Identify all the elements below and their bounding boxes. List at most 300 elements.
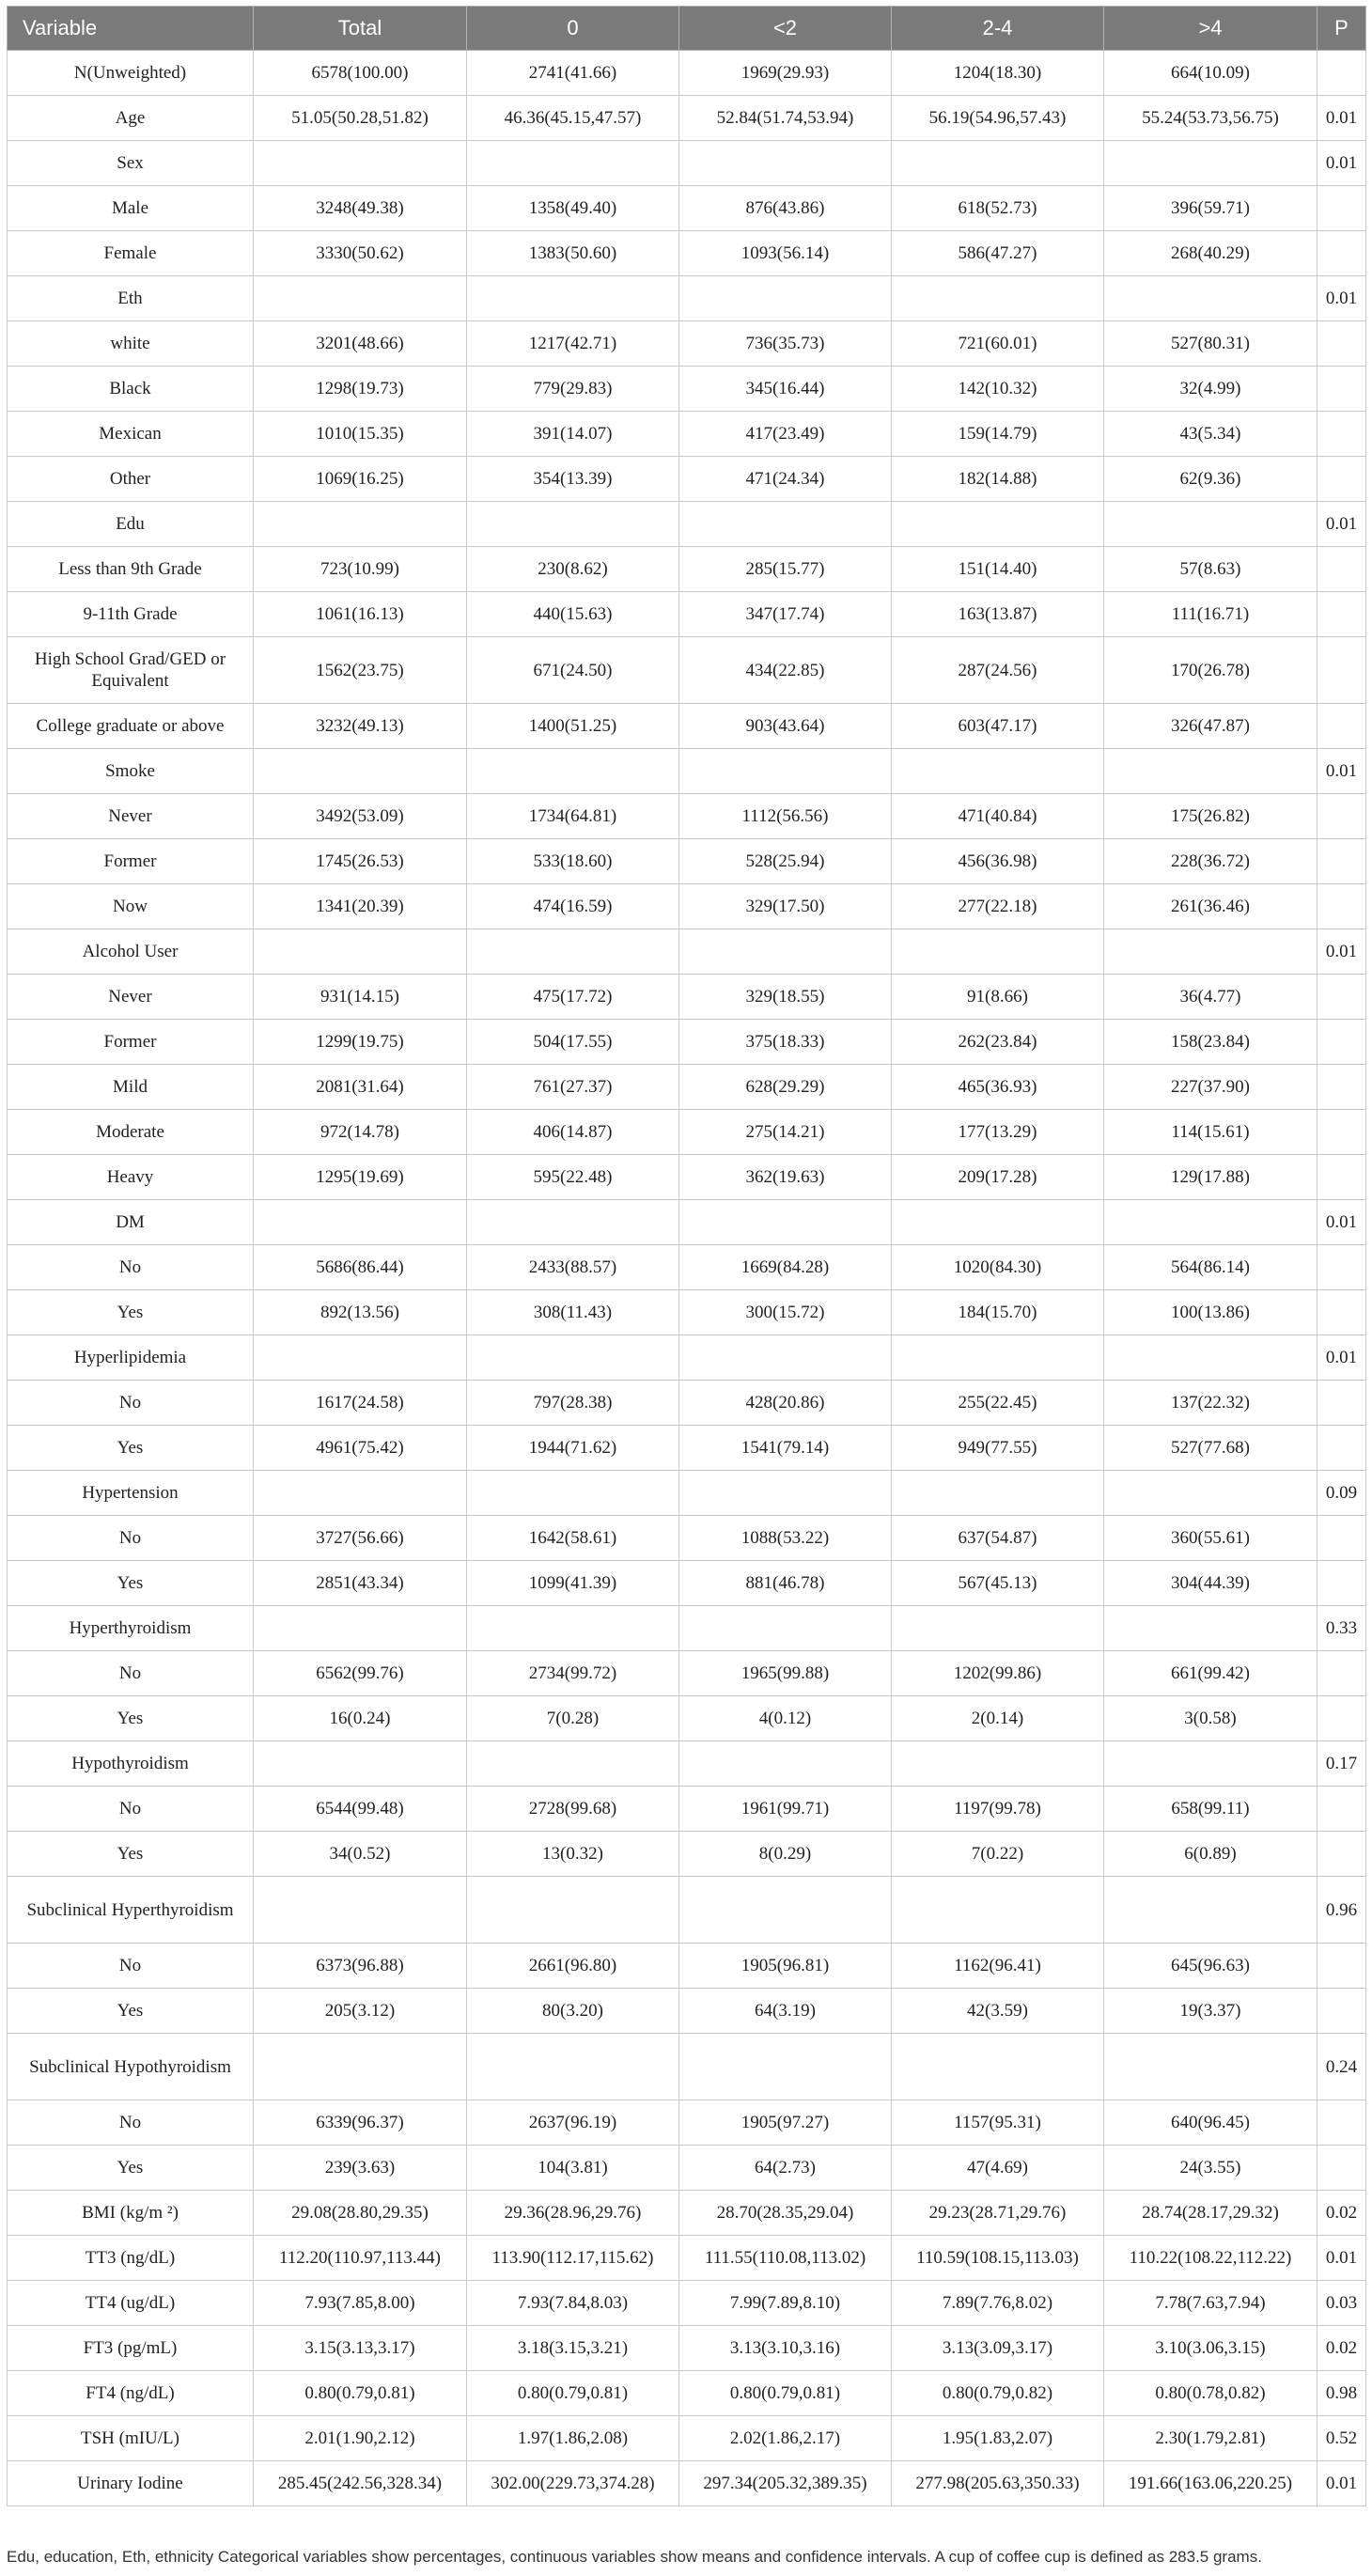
cell-more-than-4: 28.74(28.17,29.32) bbox=[1104, 2191, 1317, 2236]
cell-zero: 1944(71.62) bbox=[467, 1426, 679, 1471]
table-row bbox=[8, 1471, 1366, 1516]
cell-total: 112.20(110.97,113.44) bbox=[254, 2236, 467, 2281]
cell-2-to-4: 91(8.66) bbox=[892, 975, 1104, 1020]
cell-variable: Alcohol User bbox=[8, 929, 254, 975]
cell-p-value: 0.01 bbox=[1317, 1200, 1366, 1245]
cell-total: 3248(49.38) bbox=[254, 186, 467, 231]
table-row bbox=[8, 2416, 1366, 2461]
cell-variable: Other bbox=[8, 457, 254, 502]
cell-less-than-2: 1969(29.93) bbox=[679, 51, 892, 96]
cell-2-to-4: 184(15.70) bbox=[892, 1290, 1104, 1335]
cell-variable: High School Grad/GED or Equivalent bbox=[8, 637, 254, 704]
cell-total: 931(14.15) bbox=[254, 975, 467, 1020]
cell-zero bbox=[467, 2034, 679, 2100]
cell-2-to-4: 262(23.84) bbox=[892, 1020, 1104, 1065]
cell-zero bbox=[467, 502, 679, 547]
cell-less-than-2: 1541(79.14) bbox=[679, 1426, 892, 1471]
cell-variable: Yes bbox=[8, 1832, 254, 1877]
table-row bbox=[8, 51, 1366, 96]
table-row bbox=[8, 2191, 1366, 2236]
cell-p-value bbox=[1317, 637, 1366, 704]
cell-total: 1010(15.35) bbox=[254, 412, 467, 457]
cell-total: 1562(23.75) bbox=[254, 637, 467, 704]
cell-zero: 474(16.59) bbox=[467, 884, 679, 929]
table-row bbox=[8, 141, 1366, 186]
cell-p-value: 0.01 bbox=[1317, 276, 1366, 321]
cell-more-than-4: 111(16.71) bbox=[1104, 592, 1317, 637]
cell-less-than-2: 297.34(205.32,389.35) bbox=[679, 2461, 892, 2506]
cell-total bbox=[254, 749, 467, 794]
cell-total: 6373(96.88) bbox=[254, 1944, 467, 1989]
cell-more-than-4: 137(22.32) bbox=[1104, 1381, 1317, 1426]
table-row bbox=[8, 592, 1366, 637]
table-row bbox=[8, 1696, 1366, 1741]
cell-2-to-4: 456(36.98) bbox=[892, 839, 1104, 884]
cell-2-to-4: 1162(96.41) bbox=[892, 1944, 1104, 1989]
cell-zero: 1400(51.25) bbox=[467, 704, 679, 749]
cell-2-to-4: 471(40.84) bbox=[892, 794, 1104, 839]
cell-variable: Subclinical Hypothyroidism bbox=[8, 2034, 254, 2100]
table-row bbox=[8, 794, 1366, 839]
cell-zero: 440(15.63) bbox=[467, 592, 679, 637]
cell-2-to-4: 586(47.27) bbox=[892, 231, 1104, 276]
cell-less-than-2: 28.70(28.35,29.04) bbox=[679, 2191, 892, 2236]
cell-more-than-4 bbox=[1104, 276, 1317, 321]
cell-total: 5686(86.44) bbox=[254, 1245, 467, 1290]
table-row bbox=[8, 1741, 1366, 1787]
header-zero: 0 bbox=[467, 7, 679, 51]
cell-total: 2.01(1.90,2.12) bbox=[254, 2416, 467, 2461]
cell-variable: N(Unweighted) bbox=[8, 51, 254, 96]
cell-more-than-4: 158(23.84) bbox=[1104, 1020, 1317, 1065]
cell-variable: 9-11th Grade bbox=[8, 592, 254, 637]
cell-more-than-4: 170(26.78) bbox=[1104, 637, 1317, 704]
cell-2-to-4: 1204(18.30) bbox=[892, 51, 1104, 96]
cell-more-than-4: 268(40.29) bbox=[1104, 231, 1317, 276]
table-row bbox=[8, 1155, 1366, 1200]
header-variable: Variable bbox=[8, 7, 254, 51]
cell-variable: Less than 9th Grade bbox=[8, 547, 254, 592]
cell-variable: Yes bbox=[8, 1426, 254, 1471]
cell-less-than-2 bbox=[679, 276, 892, 321]
cell-more-than-4: 175(26.82) bbox=[1104, 794, 1317, 839]
cell-less-than-2: 300(15.72) bbox=[679, 1290, 892, 1335]
cell-more-than-4: 110.22(108.22,112.22) bbox=[1104, 2236, 1317, 2281]
table-body bbox=[8, 51, 1366, 2506]
cell-zero bbox=[467, 1471, 679, 1516]
table-row bbox=[8, 839, 1366, 884]
cell-2-to-4: 637(54.87) bbox=[892, 1516, 1104, 1561]
cell-zero: 7(0.28) bbox=[467, 1696, 679, 1741]
cell-total: 3727(56.66) bbox=[254, 1516, 467, 1561]
cell-zero: 1099(41.39) bbox=[467, 1561, 679, 1606]
cell-2-to-4 bbox=[892, 749, 1104, 794]
cell-variable: Hypertension bbox=[8, 1471, 254, 1516]
cell-total bbox=[254, 1471, 467, 1516]
cell-p-value: 0.98 bbox=[1317, 2371, 1366, 2416]
cell-p-value bbox=[1317, 321, 1366, 367]
cell-p-value: 0.17 bbox=[1317, 1741, 1366, 1787]
cell-p-value: 0.33 bbox=[1317, 1606, 1366, 1651]
cell-variable: Male bbox=[8, 186, 254, 231]
cell-less-than-2: 345(16.44) bbox=[679, 367, 892, 412]
cell-total: 51.05(50.28,51.82) bbox=[254, 96, 467, 141]
cell-total bbox=[254, 1200, 467, 1245]
table-row bbox=[8, 749, 1366, 794]
cell-variable: Now bbox=[8, 884, 254, 929]
cell-variable: No bbox=[8, 1245, 254, 1290]
cell-less-than-2: 4(0.12) bbox=[679, 1696, 892, 1741]
cell-2-to-4: 159(14.79) bbox=[892, 412, 1104, 457]
cell-2-to-4: 209(17.28) bbox=[892, 1155, 1104, 1200]
cell-less-than-2: 0.80(0.79,0.81) bbox=[679, 2371, 892, 2416]
cell-total: 1341(20.39) bbox=[254, 884, 467, 929]
cell-zero: 2741(41.66) bbox=[467, 51, 679, 96]
cell-2-to-4 bbox=[892, 141, 1104, 186]
cell-p-value bbox=[1317, 1290, 1366, 1335]
cell-2-to-4: 949(77.55) bbox=[892, 1426, 1104, 1471]
cell-2-to-4 bbox=[892, 929, 1104, 975]
cell-zero: 671(24.50) bbox=[467, 637, 679, 704]
table-row bbox=[8, 1561, 1366, 1606]
table-row bbox=[8, 2100, 1366, 2146]
cell-2-to-4: 29.23(28.71,29.76) bbox=[892, 2191, 1104, 2236]
header-less-than-2: <2 bbox=[679, 7, 892, 51]
cell-p-value: 0.01 bbox=[1317, 502, 1366, 547]
cell-variable: TT3 (ng/dL) bbox=[8, 2236, 254, 2281]
cell-more-than-4 bbox=[1104, 1471, 1317, 1516]
cell-total: 6578(100.00) bbox=[254, 51, 467, 96]
cell-zero bbox=[467, 929, 679, 975]
cell-2-to-4: 177(13.29) bbox=[892, 1110, 1104, 1155]
cell-total: 6562(99.76) bbox=[254, 1651, 467, 1696]
cell-less-than-2: 64(2.73) bbox=[679, 2146, 892, 2191]
table-row bbox=[8, 2281, 1366, 2326]
table-row bbox=[8, 1651, 1366, 1696]
cell-variable: TSH (mIU/L) bbox=[8, 2416, 254, 2461]
table-row bbox=[8, 1335, 1366, 1381]
cell-less-than-2: 1112(56.56) bbox=[679, 794, 892, 839]
cell-2-to-4 bbox=[892, 276, 1104, 321]
cell-more-than-4 bbox=[1104, 1335, 1317, 1381]
cell-more-than-4: 396(59.71) bbox=[1104, 186, 1317, 231]
table-row bbox=[8, 1110, 1366, 1155]
cell-p-value bbox=[1317, 704, 1366, 749]
cell-zero bbox=[467, 141, 679, 186]
cell-p-value bbox=[1317, 794, 1366, 839]
cell-less-than-2 bbox=[679, 749, 892, 794]
cell-more-than-4: 304(44.39) bbox=[1104, 1561, 1317, 1606]
cell-2-to-4: 2(0.14) bbox=[892, 1696, 1104, 1741]
cell-variable: Mild bbox=[8, 1065, 254, 1110]
header-more-than-4: >4 bbox=[1104, 7, 1317, 51]
cell-total bbox=[254, 1335, 467, 1381]
cell-total: 6544(99.48) bbox=[254, 1787, 467, 1832]
table-row bbox=[8, 975, 1366, 1020]
cell-zero: 3.18(3.15,3.21) bbox=[467, 2326, 679, 2371]
cell-variable: TT4 (ug/dL) bbox=[8, 2281, 254, 2326]
cell-zero: 2637(96.19) bbox=[467, 2100, 679, 2146]
cell-less-than-2: 736(35.73) bbox=[679, 321, 892, 367]
cell-p-value: 0.02 bbox=[1317, 2326, 1366, 2371]
cell-2-to-4 bbox=[892, 1877, 1104, 1944]
cell-less-than-2 bbox=[679, 1877, 892, 1944]
table-row bbox=[8, 1944, 1366, 1989]
cell-total: 0.80(0.79,0.81) bbox=[254, 2371, 467, 2416]
table-row bbox=[8, 1065, 1366, 1110]
table-row bbox=[8, 412, 1366, 457]
cell-more-than-4 bbox=[1104, 502, 1317, 547]
cell-variable: BMI (kg/m ²) bbox=[8, 2191, 254, 2236]
header-p: P bbox=[1317, 7, 1366, 51]
cell-2-to-4 bbox=[892, 1471, 1104, 1516]
cell-zero: 113.90(112.17,115.62) bbox=[467, 2236, 679, 2281]
cell-p-value bbox=[1317, 1787, 1366, 1832]
table-row bbox=[8, 367, 1366, 412]
cell-total: 1295(19.69) bbox=[254, 1155, 467, 1200]
cell-variable: No bbox=[8, 1944, 254, 1989]
table-row bbox=[8, 1020, 1366, 1065]
cell-variable: Female bbox=[8, 231, 254, 276]
cell-zero: 104(3.81) bbox=[467, 2146, 679, 2191]
cell-less-than-2 bbox=[679, 929, 892, 975]
cell-more-than-4: 57(8.63) bbox=[1104, 547, 1317, 592]
table-row bbox=[8, 502, 1366, 547]
cell-less-than-2: 434(22.85) bbox=[679, 637, 892, 704]
table-row bbox=[8, 231, 1366, 276]
cell-variable: Mexican bbox=[8, 412, 254, 457]
table-row bbox=[8, 1877, 1366, 1944]
cell-p-value bbox=[1317, 1245, 1366, 1290]
cell-zero: 302.00(229.73,374.28) bbox=[467, 2461, 679, 2506]
table-row bbox=[8, 2326, 1366, 2371]
cell-2-to-4 bbox=[892, 502, 1104, 547]
cell-zero: 391(14.07) bbox=[467, 412, 679, 457]
cell-less-than-2 bbox=[679, 1335, 892, 1381]
cell-2-to-4: 56.19(54.96,57.43) bbox=[892, 96, 1104, 141]
table-row bbox=[8, 637, 1366, 704]
cell-2-to-4 bbox=[892, 1200, 1104, 1245]
cell-variable: Subclinical Hyperthyroidism bbox=[8, 1877, 254, 1944]
table-row bbox=[8, 321, 1366, 367]
cell-variable: Heavy bbox=[8, 1155, 254, 1200]
cell-total: 2851(43.34) bbox=[254, 1561, 467, 1606]
cell-zero: 1217(42.71) bbox=[467, 321, 679, 367]
cell-2-to-4: 3.13(3.09,3.17) bbox=[892, 2326, 1104, 2371]
cell-more-than-4: 36(4.77) bbox=[1104, 975, 1317, 1020]
cell-more-than-4: 62(9.36) bbox=[1104, 457, 1317, 502]
cell-total: 205(3.12) bbox=[254, 1989, 467, 2034]
cell-zero: 0.80(0.79,0.81) bbox=[467, 2371, 679, 2416]
cell-less-than-2: 375(18.33) bbox=[679, 1020, 892, 1065]
cell-less-than-2 bbox=[679, 1606, 892, 1651]
cell-p-value: 0.02 bbox=[1317, 2191, 1366, 2236]
cell-total: 3232(49.13) bbox=[254, 704, 467, 749]
cell-zero bbox=[467, 749, 679, 794]
cell-total bbox=[254, 1877, 467, 1944]
cell-more-than-4 bbox=[1104, 929, 1317, 975]
cell-zero: 354(13.39) bbox=[467, 457, 679, 502]
cell-zero: 475(17.72) bbox=[467, 975, 679, 1020]
cell-zero: 1734(64.81) bbox=[467, 794, 679, 839]
cell-less-than-2: 881(46.78) bbox=[679, 1561, 892, 1606]
table-row bbox=[8, 1832, 1366, 1877]
cell-more-than-4: 661(99.42) bbox=[1104, 1651, 1317, 1696]
table-row bbox=[8, 1989, 1366, 2034]
cell-less-than-2: 1093(56.14) bbox=[679, 231, 892, 276]
cell-2-to-4: 182(14.88) bbox=[892, 457, 1104, 502]
cell-total: 1745(26.53) bbox=[254, 839, 467, 884]
cell-total: 892(13.56) bbox=[254, 1290, 467, 1335]
table-row bbox=[8, 1516, 1366, 1561]
header-2-to-4: 2-4 bbox=[892, 7, 1104, 51]
cell-more-than-4: 0.80(0.78,0.82) bbox=[1104, 2371, 1317, 2416]
cell-more-than-4: 360(55.61) bbox=[1104, 1516, 1317, 1561]
cell-variable: No bbox=[8, 1787, 254, 1832]
cell-2-to-4: 110.59(108.15,113.03) bbox=[892, 2236, 1104, 2281]
cell-total: 1298(19.73) bbox=[254, 367, 467, 412]
cell-less-than-2 bbox=[679, 502, 892, 547]
cell-2-to-4: 255(22.45) bbox=[892, 1381, 1104, 1426]
cell-zero: 2728(99.68) bbox=[467, 1787, 679, 1832]
cell-2-to-4: 7.89(7.76,8.02) bbox=[892, 2281, 1104, 2326]
cell-p-value: 0.01 bbox=[1317, 1335, 1366, 1381]
cell-zero bbox=[467, 276, 679, 321]
cell-2-to-4: 1197(99.78) bbox=[892, 1787, 1104, 1832]
cell-2-to-4: 287(24.56) bbox=[892, 637, 1104, 704]
cell-zero: 1358(49.40) bbox=[467, 186, 679, 231]
cell-p-value bbox=[1317, 592, 1366, 637]
footnote: Edu, education, Eth, ethnicity Categorical variables show percentages, continuous variables show means and confidence intervals. A cup of coffee cup is defined as 283.5 grams. bbox=[7, 2548, 1262, 2566]
cell-variable: Never bbox=[8, 975, 254, 1020]
cell-zero bbox=[467, 1200, 679, 1245]
cell-less-than-2: 8(0.29) bbox=[679, 1832, 892, 1877]
cell-2-to-4: 7(0.22) bbox=[892, 1832, 1104, 1877]
cell-less-than-2: 64(3.19) bbox=[679, 1989, 892, 2034]
cell-p-value bbox=[1317, 1561, 1366, 1606]
cell-zero: 1.97(1.86,2.08) bbox=[467, 2416, 679, 2461]
cell-less-than-2: 471(24.34) bbox=[679, 457, 892, 502]
cell-variable: No bbox=[8, 1516, 254, 1561]
data-table bbox=[7, 6, 1366, 2506]
cell-more-than-4: 2.30(1.79,2.81) bbox=[1104, 2416, 1317, 2461]
cell-less-than-2: 1905(97.27) bbox=[679, 2100, 892, 2146]
cell-variable: white bbox=[8, 321, 254, 367]
cell-2-to-4 bbox=[892, 1606, 1104, 1651]
cell-total: 6339(96.37) bbox=[254, 2100, 467, 2146]
table-row bbox=[8, 2461, 1366, 2506]
cell-2-to-4: 163(13.87) bbox=[892, 592, 1104, 637]
cell-p-value: 0.01 bbox=[1317, 96, 1366, 141]
table-row bbox=[8, 884, 1366, 929]
cell-less-than-2: 275(14.21) bbox=[679, 1110, 892, 1155]
cell-variable: Yes bbox=[8, 1989, 254, 2034]
cell-2-to-4: 618(52.73) bbox=[892, 186, 1104, 231]
cell-less-than-2 bbox=[679, 1741, 892, 1787]
cell-more-than-4: 261(36.46) bbox=[1104, 884, 1317, 929]
cell-p-value bbox=[1317, 1020, 1366, 1065]
cell-variable: Age bbox=[8, 96, 254, 141]
cell-2-to-4 bbox=[892, 2034, 1104, 2100]
table-row bbox=[8, 2146, 1366, 2191]
cell-total: 723(10.99) bbox=[254, 547, 467, 592]
cell-total: 1617(24.58) bbox=[254, 1381, 467, 1426]
cell-zero: 2433(88.57) bbox=[467, 1245, 679, 1290]
cell-2-to-4 bbox=[892, 1335, 1104, 1381]
cell-p-value bbox=[1317, 2146, 1366, 2191]
cell-variable: Sex bbox=[8, 141, 254, 186]
cell-variable: Urinary Iodine bbox=[8, 2461, 254, 2506]
cell-2-to-4: 47(4.69) bbox=[892, 2146, 1104, 2191]
cell-variable: Eth bbox=[8, 276, 254, 321]
cell-less-than-2: 628(29.29) bbox=[679, 1065, 892, 1110]
cell-zero: 406(14.87) bbox=[467, 1110, 679, 1155]
cell-p-value bbox=[1317, 2100, 1366, 2146]
cell-variable: Former bbox=[8, 1020, 254, 1065]
cell-p-value: 0.01 bbox=[1317, 2236, 1366, 2281]
cell-2-to-4: 721(60.01) bbox=[892, 321, 1104, 367]
cell-total: 1299(19.75) bbox=[254, 1020, 467, 1065]
cell-less-than-2: 7.99(7.89,8.10) bbox=[679, 2281, 892, 2326]
cell-p-value bbox=[1317, 1426, 1366, 1471]
cell-less-than-2: 1961(99.71) bbox=[679, 1787, 892, 1832]
cell-more-than-4: 645(96.63) bbox=[1104, 1944, 1317, 1989]
cell-more-than-4 bbox=[1104, 749, 1317, 794]
cell-variable: FT3 (pg/mL) bbox=[8, 2326, 254, 2371]
cell-variable: DM bbox=[8, 1200, 254, 1245]
table-row bbox=[8, 1200, 1366, 1245]
cell-p-value: 0.96 bbox=[1317, 1877, 1366, 1944]
cell-more-than-4: 32(4.99) bbox=[1104, 367, 1317, 412]
table-row bbox=[8, 1245, 1366, 1290]
cell-more-than-4: 55.24(53.73,56.75) bbox=[1104, 96, 1317, 141]
cell-more-than-4 bbox=[1104, 2034, 1317, 2100]
cell-total bbox=[254, 1606, 467, 1651]
cell-more-than-4: 129(17.88) bbox=[1104, 1155, 1317, 1200]
table-row bbox=[8, 1426, 1366, 1471]
cell-zero bbox=[467, 1606, 679, 1651]
cell-p-value: 0.01 bbox=[1317, 749, 1366, 794]
cell-p-value bbox=[1317, 884, 1366, 929]
cell-zero bbox=[467, 1877, 679, 1944]
cell-2-to-4: 42(3.59) bbox=[892, 1989, 1104, 2034]
cell-total bbox=[254, 929, 467, 975]
cell-2-to-4: 1157(95.31) bbox=[892, 2100, 1104, 2146]
cell-zero: 761(27.37) bbox=[467, 1065, 679, 1110]
cell-variable: College graduate or above bbox=[8, 704, 254, 749]
cell-variable: Never bbox=[8, 794, 254, 839]
cell-zero: 80(3.20) bbox=[467, 1989, 679, 2034]
cell-less-than-2: 876(43.86) bbox=[679, 186, 892, 231]
cell-total bbox=[254, 1741, 467, 1787]
cell-p-value bbox=[1317, 1944, 1366, 1989]
cell-less-than-2: 52.84(51.74,53.94) bbox=[679, 96, 892, 141]
cell-more-than-4: 43(5.34) bbox=[1104, 412, 1317, 457]
cell-zero: 29.36(28.96,29.76) bbox=[467, 2191, 679, 2236]
cell-variable: No bbox=[8, 1381, 254, 1426]
cell-p-value: 0.09 bbox=[1317, 1471, 1366, 1516]
cell-more-than-4 bbox=[1104, 1741, 1317, 1787]
cell-2-to-4: 277.98(205.63,350.33) bbox=[892, 2461, 1104, 2506]
cell-p-value: 0.24 bbox=[1317, 2034, 1366, 2100]
cell-zero: 308(11.43) bbox=[467, 1290, 679, 1335]
table-row bbox=[8, 2236, 1366, 2281]
cell-p-value bbox=[1317, 1989, 1366, 2034]
cell-variable: Former bbox=[8, 839, 254, 884]
table-header-row bbox=[8, 7, 1366, 51]
table-row bbox=[8, 457, 1366, 502]
cell-p-value bbox=[1317, 1651, 1366, 1696]
